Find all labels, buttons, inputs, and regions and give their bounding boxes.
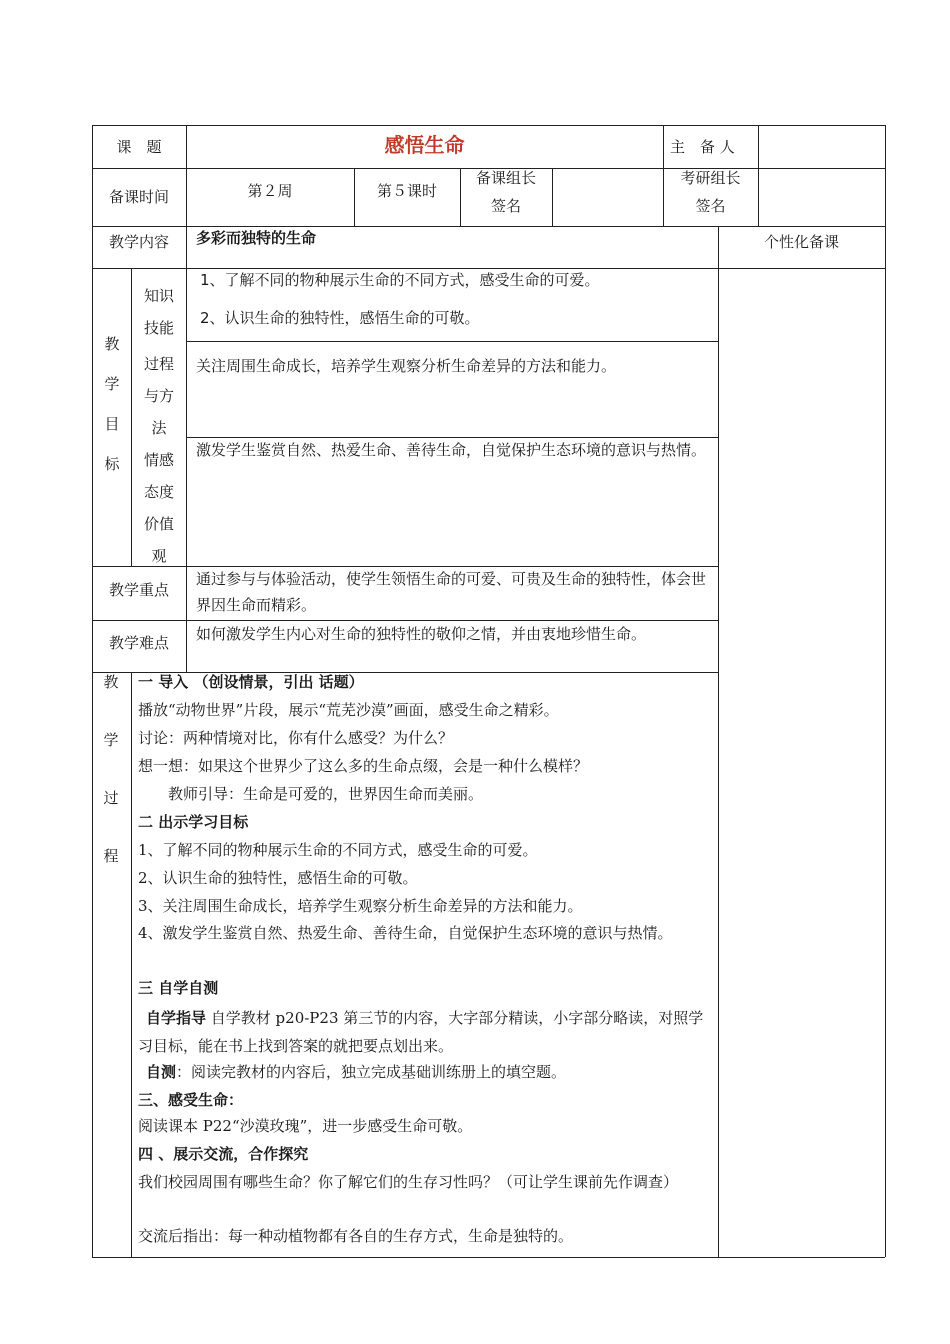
content-label: 教学内容 [108,233,169,251]
table-border-top [92,125,885,126]
key-point-text: 通过参与与体验活动，使学生领悟生命的可爱、可贵及生命的独特性，体会世界因生命而精彩。 [196,570,707,614]
table-col-divider [131,268,132,566]
section-exchange-conclusion: 交流后指出：每一种动植物都有各自的生存方式，生命是独特的。 [138,1227,574,1245]
section-intro-line: 播放“动物世界”片段，展示“荒芜沙漠”画面，感受生命之精彩。 [138,701,559,719]
process-method-text: 关注周围生命成长，培养学生观察分析生命差异的方法和能力。 [196,357,617,375]
section-exchange-title: 四 、展示交流，合作探究 [138,1145,309,1163]
section-intro-title: 一 导入 （创设情景，引出 话题） [138,673,364,691]
process-label: 教 学 过 程 [103,673,119,865]
difficulty-label: 教学难点 [108,634,169,652]
self-test-label: 自测 [146,1063,177,1081]
emotion-attitude-text: 激发学生鉴赏自然、热爱生命、善待生命，自觉保护生态环境的意识与热情。 [196,441,707,459]
table-col-divider [186,125,187,672]
table-col-divider [131,672,132,1257]
research-leader-sign-label: 考研组长 [680,169,741,187]
section-feel-life-text: 阅读课本 P22“沙漠玫瑰”，进一步感受生命可敬。 [138,1117,473,1135]
section-exchange-text: 我们校园周围有哪些生命？你了解它们的生存习性吗？（可让学生课前先作调查） [138,1173,679,1191]
process-method-label: 过程 与方 法 [143,355,174,437]
section-feel-life-title: 三、感受生命： [138,1091,244,1109]
lesson-title: 感悟生命 [384,133,465,157]
table-col-divider [718,226,719,1257]
table-border-right [885,125,886,1257]
group-leader-sign-label-2: 签名 [490,197,521,215]
table-row-divider [92,226,885,227]
topic-label: 课 题 [116,138,162,156]
section-goals-line: 4、激发学生鉴赏自然、热爱生命、善待生命，自觉保护生态环境的意识与热情。 [138,924,673,942]
section-intro-line: 讨论：两种情境对比，你有什么感受？为什么？ [138,729,454,747]
self-study-guide [138,1004,710,1060]
table-border-left [92,125,93,1257]
preparer-label: 主 备 人 [670,138,735,156]
knowledge-item: 2、认识生命的独特性，感悟生命的可敬。 [200,309,480,327]
emotion-attitude-label: 情感 态度 价值 观 [143,451,174,565]
self-study-guide-label: 自学指导 [146,1009,207,1027]
section-goals-line: 3、关注周围生命成长，培养学生观察分析生命差异的方法和能力。 [138,897,583,915]
self-test [146,1062,566,1082]
table-row-divider [186,341,718,342]
goals-label: 教 学 目 标 [104,335,120,473]
section-goals-line: 1、了解不同的物种展示生命的不同方式，感受生命的可爱。 [138,841,538,859]
self-study-guide-text: 自学教材 p20-P23 第三节的内容，大字部分精读，小字部分略读，对照学习目标，能在书上找到答案的就把要点划出来。 [138,1009,704,1055]
section-intro-line: 想一想：如果这个世界少了这么多的生命点缀，会是一种什么模样？ [138,757,589,775]
prep-time-label: 备课时间 [108,188,169,206]
knowledge-item: 1、了解不同的物种展示生命的不同方式，感受生命的可爱。 [200,271,600,289]
content-value: 多彩而独特的生命 [196,229,317,247]
difficulty-text: 如何激发学生内心对生命的独特性的敬仰之情，并由衷地珍惜生命。 [196,625,647,643]
table-row-divider [92,268,885,269]
period-value: 第５课时 [376,182,437,200]
research-leader-sign-label-2: 签名 [695,197,726,215]
personal-prep-label: 个性化备课 [763,233,839,251]
knowledge-skills-label: 知识 技能 [143,287,174,337]
section-selfstudy-title: 三 自学自测 [138,979,219,997]
group-leader-sign-label: 备课组长 [475,169,536,187]
section-intro-line: 教师引导：生命是可爱的，世界因生命而美丽。 [138,785,484,803]
section-goals-line: 2、认识生命的独特性，感悟生命的可敬。 [138,869,418,887]
table-col-divider [552,168,553,226]
section-goals-title: 二 出示学习目标 [138,813,249,831]
self-test-text: ：阅读完教材的内容后，独立完成基础训练册上的填空题。 [176,1063,567,1081]
table-col-divider [758,125,759,226]
week-value: 第２周 [247,182,293,200]
table-border-bottom [92,1257,885,1258]
key-point-label: 教学重点 [108,581,169,599]
